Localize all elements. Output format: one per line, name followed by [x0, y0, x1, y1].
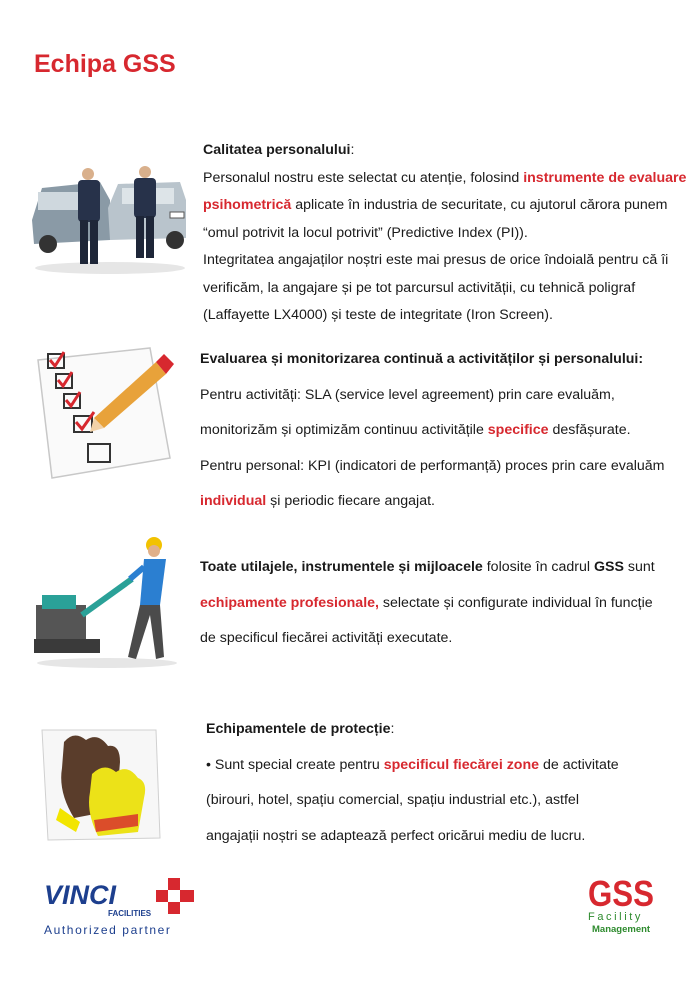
checklist-icon — [30, 340, 180, 485]
protection-line-2: (birouri, hotel, spațiu comercial, spațiu industrial etc.), astfel — [206, 792, 579, 808]
protection-line-1: • Sunt special create pentru specificul fiecărei zone de activitate — [206, 756, 619, 773]
vinci-wordmark: VINCI — [44, 880, 117, 910]
evaluation-line-monitoring: monitorizăm și optimizăm continuu activitățile specifice desfășurate. — [200, 422, 631, 438]
authorized-partner-label: Authorized partner — [44, 923, 172, 937]
section-personnel-quality — [203, 137, 693, 330]
gloves-image — [34, 722, 164, 844]
evaluation-heading: Evaluarea și monitorizarea continuă a activităților și personalului: — [200, 351, 644, 367]
compactor-worker-image — [32, 535, 182, 670]
gss-wordmark: GSS — [588, 874, 654, 914]
evaluation-line-activities: Pentru activități: SLA (service level agreement) prin care evaluăm, — [200, 386, 615, 403]
personnel-heading: Calitatea personalului: — [203, 142, 355, 158]
evaluation-line-personnel: Pentru personal: KPI (indicatori de performanță) proces prin care evaluăm — [200, 457, 665, 474]
vinci-facilities-label: FACILITIES — [108, 909, 152, 918]
vinci-facilities-logo — [40, 876, 205, 941]
section-evaluation-monitoring — [200, 342, 690, 520]
vinci-cross-icon — [156, 878, 194, 914]
personnel-integrity-text: Integritatea angajaților noștri este mai presus de orice îndoială pentru că îi verificăm, la angajare și pe tot parcursul activității, cu tehnică poligraf (Laffayette LX4000) și teste de integritate (Iron Screen). — [203, 252, 669, 323]
gss-facility-logo — [586, 874, 660, 938]
security-guards-image — [30, 160, 190, 275]
personnel-selection-text: Personalul nostru este selectat cu atenție, folosind instrumente de evaluare psihometrică aplicate în industria de securitate, cu ajutorul cărora punem “omul potrivit la locul potrivit” (Predictive Index (PI)). — [203, 169, 687, 241]
gss-facility-label: Facility — [588, 911, 644, 923]
page-title: Echipa GSS — [34, 50, 176, 78]
section-protective-equipment — [206, 712, 696, 854]
equipment-line-3: de specificul fiecărei activități executate. — [200, 630, 453, 646]
equipment-line-1: Toate utilajele, instrumentele și mijloacele folosite în cadrul GSS sunt — [200, 559, 655, 575]
protection-heading: Echipamentele de protecție: — [206, 721, 395, 737]
section-equipment — [200, 550, 690, 657]
gss-management-label: Management — [592, 924, 651, 935]
evaluation-line-individual: individual și periodic fiecare angajat. — [200, 493, 435, 509]
protection-line-3: angajații noștri se adaptează perfect oricărui mediu de lucru. — [206, 827, 586, 844]
equipment-line-2: echipamente profesionale, selectate și configurate individual în funcție — [200, 594, 653, 611]
